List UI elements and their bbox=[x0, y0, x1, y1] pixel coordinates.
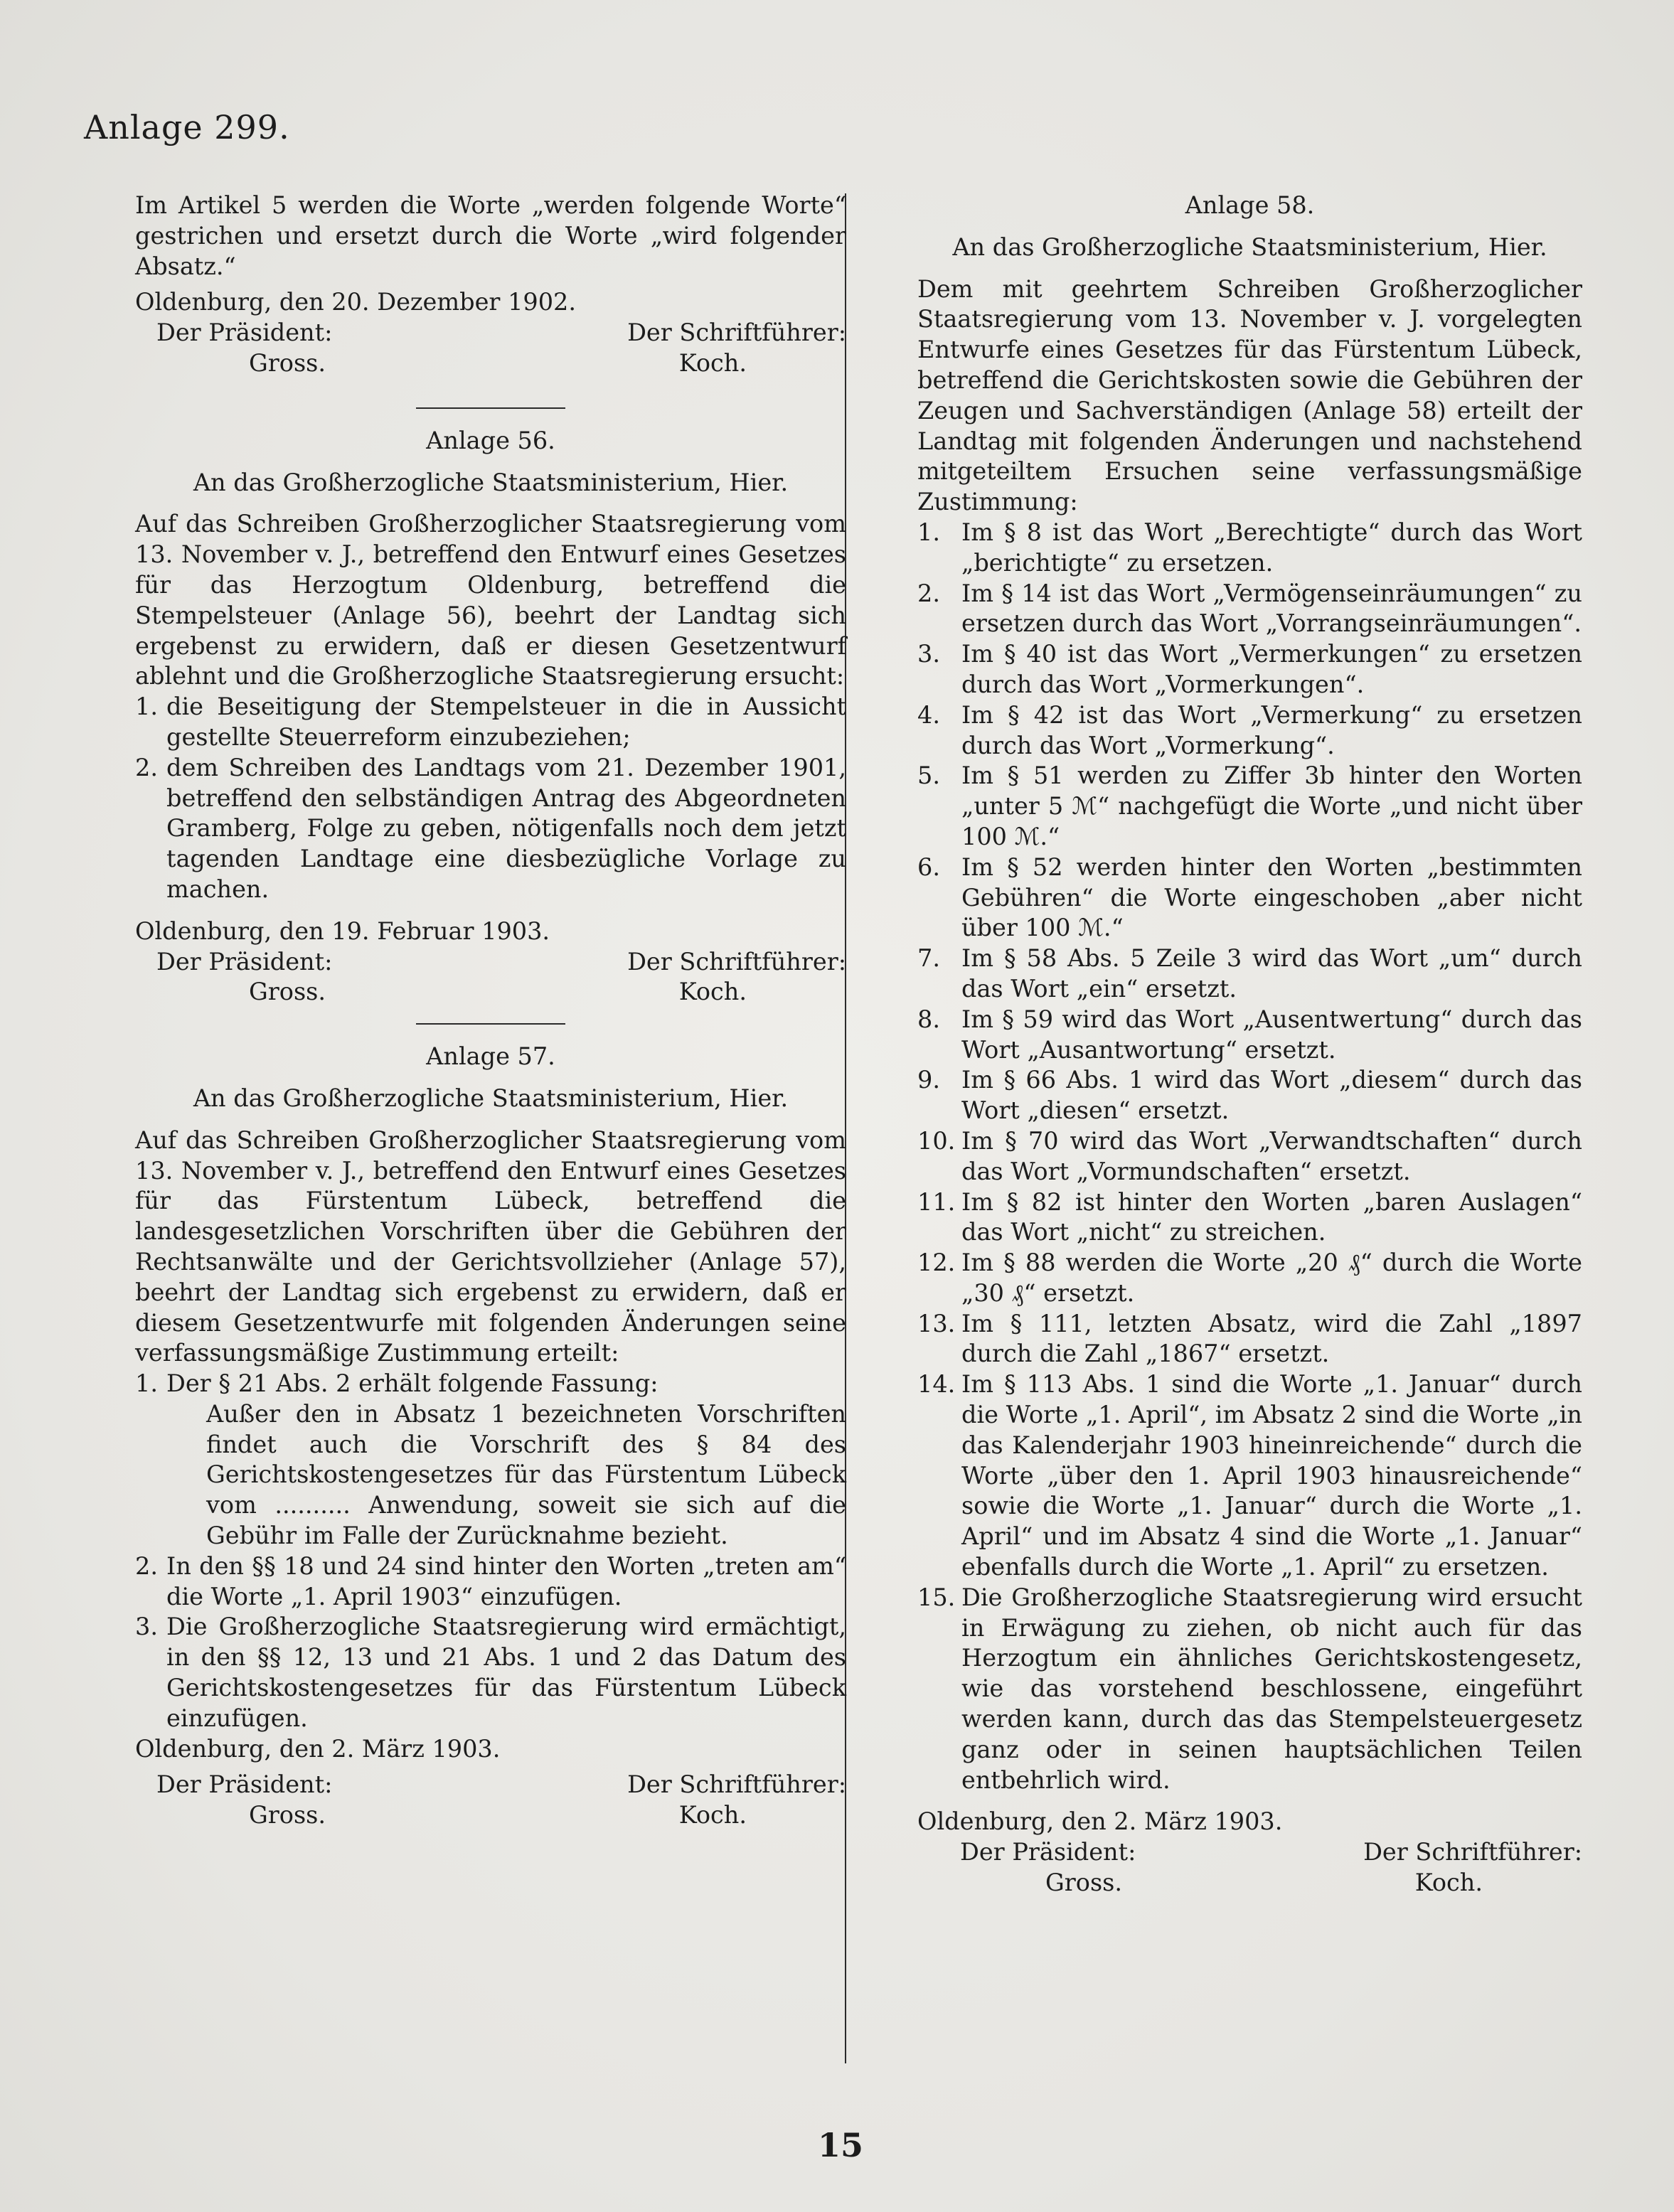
page-number: 15 bbox=[818, 2126, 864, 2164]
list-item bbox=[917, 761, 1582, 852]
item-text: Im § 51 werden zu Ziffer 3b hinter den Worten „unter 5 ℳ“ nachgefügt die Worte „und nicht über 100 ℳ.“ bbox=[961, 762, 1582, 850]
item-text: Im § 59 wird das Wort „Ausentwertung“ durch das Wort „Ausantwortung“ ersetzt. bbox=[961, 1005, 1582, 1064]
item-number: 12. bbox=[917, 1249, 956, 1277]
list-item bbox=[917, 700, 1582, 762]
list-item bbox=[917, 1005, 1582, 1066]
item-number: 1. bbox=[135, 693, 158, 721]
president-label: Der Präsident: bbox=[156, 1770, 333, 1799]
secretary-name: Koch. bbox=[678, 1801, 747, 1829]
list-item bbox=[135, 1612, 846, 1733]
anlage-58-addressee: An das Großherzogliche Staatsministerium, Hier. bbox=[952, 233, 1547, 261]
president-name: Gross. bbox=[1045, 1869, 1122, 1897]
list-item bbox=[917, 1065, 1582, 1126]
president-name: Gross. bbox=[249, 1801, 326, 1829]
item-text: Im § 8 ist das Wort „Berechtigte“ durch das Wort „berichtigte“ zu ersetzen. bbox=[961, 518, 1582, 577]
secretary-label: Der Schriftführer: bbox=[627, 319, 846, 347]
item-number: 15. bbox=[917, 1583, 956, 1611]
quoted-provision: Außer den in Absatz 1 bezeichneten Vorschriften findet auch die Vorschrift des § 84 des Gerichtskostengesetzes für das Fürstentum Lübeck vom .......... Anwendung, soweit sie sich auf die Gebühr im Falle der Zurücknahme bezieht. bbox=[206, 1399, 846, 1550]
list-item bbox=[917, 944, 1582, 1005]
list-item bbox=[135, 1369, 846, 1399]
signature-labels-right bbox=[917, 1837, 1582, 1868]
secretary-label: Der Schriftführer: bbox=[1363, 1838, 1582, 1866]
separator-rule bbox=[416, 1023, 565, 1025]
item-number: 3. bbox=[135, 1613, 158, 1641]
signature-labels-2 bbox=[135, 947, 846, 978]
item-text: Im § 14 ist das Wort „Vermögenseinräumungen“ zu ersetzen durch das Wort „Vorrangseinräumungen“. bbox=[961, 579, 1582, 638]
item-text: dem Schreiben des Landtags vom 21. Dezember 1901, betreffend den selbständigen Antrag des Abgeordneten Gramberg, Folge zu geben, nötigenfalls noch dem jetzt tagenden Landtage eine diesbezügliche Vorlage zu machen. bbox=[166, 753, 846, 903]
item-text: Im § 66 Abs. 1 wird das Wort „diesem“ durch das Wort „diesen“ ersetzt. bbox=[961, 1066, 1582, 1125]
item-text: Im § 70 wird das Wort „Verwandtschaften“ durch das Wort „Vormundschaften“ ersetzt. bbox=[961, 1126, 1582, 1185]
item-text: Im § 82 ist hinter den Worten „baren Auslagen“ das Wort „nicht“ zu streichen. bbox=[961, 1187, 1582, 1246]
date-3: Oldenburg, den 2. März 1903. bbox=[135, 1734, 501, 1763]
separator-rule bbox=[416, 407, 565, 409]
item-number: 6. bbox=[917, 853, 940, 881]
list-item bbox=[135, 1551, 846, 1613]
item-text: Der § 21 Abs. 2 erhält folgende Fassung: bbox=[166, 1369, 659, 1398]
president-name: Gross. bbox=[249, 978, 326, 1006]
list-item bbox=[917, 1309, 1582, 1370]
item-number: 8. bbox=[917, 1005, 940, 1033]
item-text: Die Großherzogliche Staatsregierung wird ermächtigt, in den §§ 12, 13 und 21 Abs. 1 und 2 das Datum des Gerichtskostengesetzes für das Fürstentum Lübeck einzufügen. bbox=[166, 1613, 846, 1732]
signature-names-3 bbox=[135, 1800, 846, 1831]
list-item bbox=[917, 639, 1582, 700]
item-text: Im § 40 ist das Wort „Vermerkungen“ zu ersetzen durch das Wort „Vormerkungen“. bbox=[961, 640, 1582, 698]
signature-labels-1 bbox=[135, 318, 846, 348]
list-item bbox=[917, 518, 1582, 579]
item-number: 10. bbox=[917, 1126, 956, 1155]
date-right: Oldenburg, den 2. März 1903. bbox=[917, 1807, 1283, 1836]
anlage-57-addressee: An das Großherzogliche Staatsministerium, Hier. bbox=[193, 1084, 789, 1112]
secretary-name: Koch. bbox=[678, 348, 747, 377]
signature-names-right bbox=[917, 1868, 1582, 1898]
secretary-label: Der Schriftführer: bbox=[627, 1770, 846, 1799]
item-number: 14. bbox=[917, 1370, 956, 1399]
secretary-name: Koch. bbox=[678, 978, 747, 1006]
signature-names-2 bbox=[135, 977, 846, 1008]
signature-names-1 bbox=[135, 348, 846, 379]
secretary-name: Koch. bbox=[1414, 1869, 1483, 1897]
president-label: Der Präsident: bbox=[156, 947, 333, 976]
list-item bbox=[917, 1583, 1582, 1796]
signature-labels-3 bbox=[135, 1770, 846, 1800]
president-label: Der Präsident: bbox=[960, 1838, 1136, 1866]
anlage-57-body: Auf das Schreiben Großherzoglicher Staatsregierung vom 13. November v. J., betreffend den Entwurf eines Gesetzes für das Fürstentum Lübeck, betreffend die landesgesetzlichen Vorschriften über die Gebühren der Rechtsanwälte und der Gerichtsvollzieher (Anlage 57), beehrt der Landtag sich ergebenst zu erwidern, daß er diesem Gesetzentwurfe mit folgenden Änderungen seine verfassungsmäßige Zustimmung erteilt: bbox=[135, 1126, 846, 1367]
anlage-58-body: Dem mit geehrtem Schreiben Großherzoglicher Staatsregierung vom 13. November v. J. vorgelegten Entwurfe eines Gesetzes für das Fürstentum Lübeck, betreffend die Gerichtskosten sowie die Gebühren der Zeugen und Sachverständigen (Anlage 58) erteilt der Landtag mit folgenden Änderungen und nachstehend mitgeteiltem Ersuchen seine verfassungsmäßige Zustimmung: bbox=[917, 274, 1582, 516]
item-text: Im § 58 Abs. 5 Zeile 3 wird das Wort „um“ durch das Wort „ein“ ersetzt. bbox=[961, 944, 1582, 1003]
page-header: Anlage 299. bbox=[84, 108, 290, 146]
item-number: 11. bbox=[917, 1187, 956, 1216]
item-text: Im § 42 ist das Wort „Vermerkung“ zu ersetzen durch das Wort „Vormerkung“. bbox=[961, 700, 1582, 759]
list-item bbox=[917, 1248, 1582, 1309]
item-number: 7. bbox=[917, 944, 940, 973]
secretary-label: Der Schriftführer: bbox=[627, 947, 846, 976]
list-item bbox=[917, 1126, 1582, 1187]
president-name: Gross. bbox=[249, 348, 326, 377]
item-number: 2. bbox=[135, 753, 158, 781]
list-item bbox=[917, 579, 1582, 640]
list-item bbox=[917, 1187, 1582, 1249]
item-number: 2. bbox=[135, 1551, 158, 1580]
item-text: In den §§ 18 und 24 sind hinter den Worten „treten am“ die Worte „1. April 1903“ einzufügen. bbox=[166, 1551, 846, 1610]
item-number: 13. bbox=[917, 1309, 956, 1337]
anlage-58-title: Anlage 58. bbox=[1185, 191, 1315, 219]
right-column bbox=[917, 191, 1582, 1898]
item-text: Im § 113 Abs. 1 sind die Worte „1. Januar“ durch die Worte „1. April“, im Absatz 2 sind die Worte „in das Kalenderjahr 1903 hineinreichende“ durch die Worte „über den 1. April 1903 hinausreichende“ sowie die Worte „1. Januar“ durch die Worte „1. April“ und im Absatz 4 sind die Worte „1. Januar“ ebenfalls durch die Worte „1. April“ zu ersetzen. bbox=[961, 1370, 1582, 1581]
item-number: 2. bbox=[917, 579, 940, 607]
item-number: 3. bbox=[917, 640, 940, 668]
item-number: 1. bbox=[917, 518, 940, 546]
item-number: 4. bbox=[917, 700, 940, 729]
item-text: Die Großherzogliche Staatsregierung wird ersucht in Erwägung zu ziehen, ob nicht auch für das Herzogtum ein ähnliches Gerichtskostengesetz, wie das vorstehend beschlossene, eingeführt werden kann, durch das das Stempelsteuergesetz ganz oder in seinen hauptsächlichen Teilen entbehrlich wird. bbox=[961, 1583, 1582, 1794]
item-text: Im § 111, letzten Absatz, wird die Zahl „1897 durch die Zahl „1867“ ersetzt. bbox=[961, 1309, 1582, 1368]
item-number: 9. bbox=[917, 1066, 940, 1094]
intro-paragraph: Im Artikel 5 werden die Worte „werden folgende Worte“ gestrichen und ersetzt durch die Worte „wird folgender Absatz.“ bbox=[135, 191, 846, 280]
list-item bbox=[917, 1369, 1582, 1583]
list-item bbox=[135, 753, 846, 905]
anlage-56-title: Anlage 56. bbox=[426, 426, 555, 454]
anlage-56-addressee: An das Großherzogliche Staatsministerium, Hier. bbox=[193, 468, 789, 496]
item-text: Im § 88 werden die Worte „20 ₰“ durch die Worte „30 ₰“ ersetzt. bbox=[961, 1249, 1582, 1307]
date-2: Oldenburg, den 19. Februar 1903. bbox=[135, 917, 550, 945]
item-text: die Beseitigung der Stempelsteuer in die in Aussicht gestellte Steuerreform einzubeziehen; bbox=[166, 693, 846, 751]
item-number: 1. bbox=[135, 1369, 158, 1398]
list-item bbox=[135, 692, 846, 753]
date-1: Oldenburg, den 20. Dezember 1902. bbox=[135, 288, 576, 316]
item-number: 5. bbox=[917, 762, 940, 790]
anlage-57-title: Anlage 57. bbox=[426, 1042, 555, 1071]
amendment-list bbox=[917, 518, 1582, 1795]
president-label: Der Präsident: bbox=[156, 319, 333, 347]
item-text: Im § 52 werden hinter den Worten „bestimmten Gebühren“ die Worte eingeschoben „aber nicht über 100 ℳ.“ bbox=[961, 853, 1582, 942]
list-item bbox=[917, 853, 1582, 944]
anlage-56-body: Auf das Schreiben Großherzoglicher Staatsregierung vom 13. November v. J., betreffend den Entwurf eines Gesetzes für das Herzogtum Oldenburg, betreffend die Stempelsteuer (Anlage 56), beehrt der Landtag sich ergebenst zu erwidern, daß er diesen Gesetzentwurf ablehnt und die Großherzogliche Staatsregierung ersucht: bbox=[135, 510, 846, 690]
left-column bbox=[135, 191, 846, 1831]
